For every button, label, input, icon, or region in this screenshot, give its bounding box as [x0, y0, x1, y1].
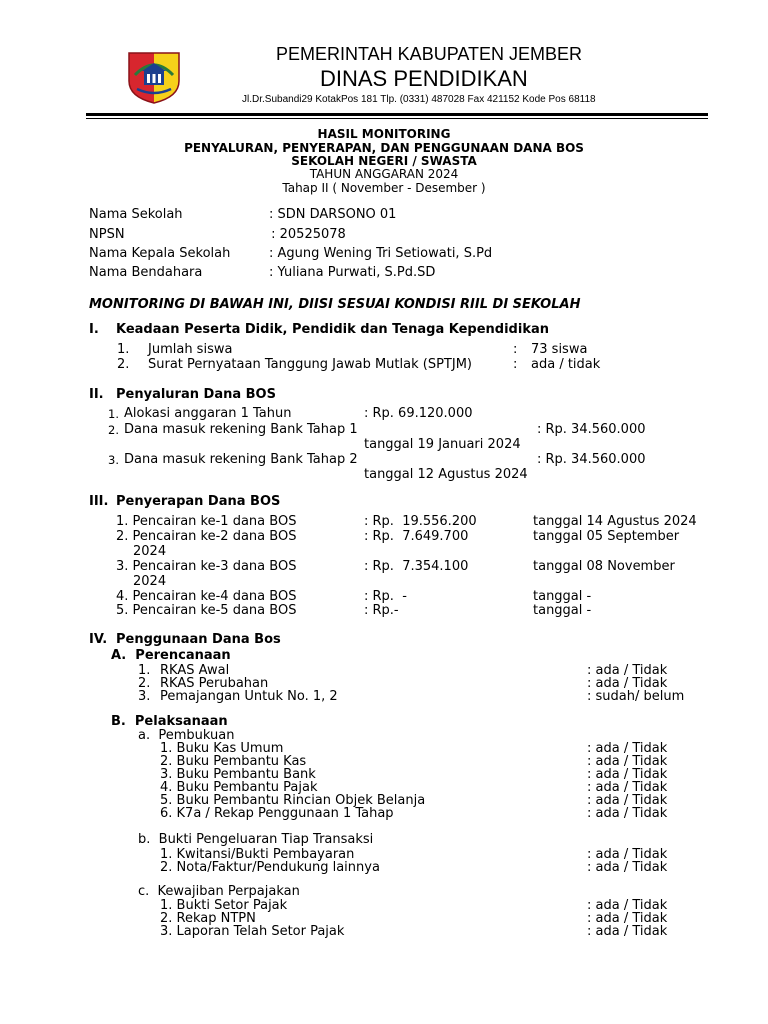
- jember-regency-logo-icon: [125, 47, 183, 105]
- sec3-row4-date: tanggal -: [533, 589, 592, 604]
- identity-treasurer-value: : Yuliana Purwati, S.Pd.SD: [269, 265, 436, 280]
- sec3-number: III.: [89, 494, 109, 509]
- sec2-number: II.: [89, 387, 104, 402]
- sec4-b-b-item1-value: : ada / Tidak: [587, 847, 668, 862]
- sec3-row1-label: 1. Pencairan ke-1 dana BOS: [116, 514, 297, 529]
- sec4-a-item2-value: : ada / Tidak: [587, 676, 668, 691]
- sec3-row3-date: tanggal 08 November: [533, 559, 675, 574]
- sec3-row2-label: 2. Pencairan ke-2 dana BOS: [116, 529, 297, 544]
- sec4-b-a-item6-label: 6. K7a / Rekap Penggunaan 1 Tahap: [160, 806, 394, 821]
- sec4-b-title: B. Pelaksanaan: [111, 714, 228, 729]
- sec1-item2-num: 2.: [117, 357, 130, 372]
- sec4-b-a-item5-label: 5. Buku Pembantu Rincian Objek Belanja: [160, 793, 426, 808]
- sec2-item3-date: tanggal 12 Agustus 2024: [364, 467, 528, 482]
- title-line1: HASIL MONITORING: [317, 127, 451, 141]
- sec4-a-title: A. Perencanaan: [111, 648, 231, 663]
- identity-principal-label: Nama Kepala Sekolah: [89, 246, 231, 261]
- identity-principal-value: : Agung Wening Tri Setiowati, S.Pd: [269, 246, 493, 261]
- identity-school-value: : SDN DARSONO 01: [269, 207, 397, 222]
- sec2-item2-label: Dana masuk rekening Bank Tahap 1: [124, 422, 358, 437]
- sec4-a-item1-label: RKAS Awal: [160, 663, 230, 678]
- sec2-item1-value: : Rp. 69.120.000: [364, 406, 473, 421]
- sec3-row2-date: tanggal 05 September: [533, 529, 680, 544]
- sec2-item3-value: : Rp. 34.560.000: [537, 452, 646, 467]
- sec4-b-a-item4-label: 4. Buku Pembantu Pajak: [160, 780, 318, 795]
- sec3-row5-amount: : Rp.-: [364, 603, 399, 618]
- monitoring-note: MONITORING DI BAWAH INI, DIISI SESUAI KONDISI RIIL DI SEKOLAH: [89, 297, 581, 312]
- sec4-b-c-item2-value: : ada / Tidak: [587, 911, 668, 926]
- sec4-b-a-item2-value: : ada / Tidak: [587, 754, 668, 769]
- sec3-row1-amount: : Rp. 19.556.200: [364, 514, 477, 529]
- identity-npsn-label: NPSN: [89, 227, 125, 242]
- sec4-b-c-item2-label: 2. Rekap NTPN: [160, 911, 256, 926]
- sec2-item3-label: Dana masuk rekening Bank Tahap 2: [124, 452, 358, 467]
- sec4-a-item2-label: RKAS Perubahan: [160, 676, 269, 691]
- sec4-b-a-item1-value: : ada / Tidak: [587, 741, 668, 756]
- sec2-item2-date: tanggal 19 Januari 2024: [364, 437, 521, 452]
- sec3-row3-amount: : Rp. 7.354.100: [364, 559, 469, 574]
- title-line2: PENYALURAN, PENYERAPAN, DAN PENGGUNAAN DANA BOS: [184, 141, 584, 155]
- sec2-item2-value: : Rp. 34.560.000: [537, 422, 646, 437]
- sec1-item1-label: Jumlah siswa: [148, 342, 233, 357]
- sec3-row3-wrap: 2024: [133, 574, 167, 589]
- sec4-b-a-item1-label: 1. Buku Kas Umum: [160, 741, 284, 756]
- sec4-b-group-a-title: a. Pembukuan: [138, 728, 235, 743]
- sec4-b-b-item2-label: 2. Nota/Faktur/Pendukung lainnya: [160, 860, 380, 875]
- sec3-row3-label: 3. Pencairan ke-3 dana BOS: [116, 559, 297, 574]
- sec3-row1-date: tanggal 14 Agustus 2024: [533, 514, 697, 529]
- sec2-item3-num: 3.: [108, 453, 119, 467]
- sec3-title: Penyerapan Dana BOS: [116, 494, 281, 509]
- sec1-number: I.: [89, 322, 99, 337]
- sec4-b-b-item1-label: 1. Kwitansi/Bukti Pembayaran: [160, 847, 355, 862]
- title-line3: SEKOLAH NEGERI / SWASTA: [291, 154, 477, 168]
- sec4-b-a-item6-value: : ada / Tidak: [587, 806, 668, 821]
- sec3-row5-date: tanggal -: [533, 603, 592, 618]
- sec4-b-c-item3-label: 3. Laporan Telah Setor Pajak: [160, 924, 345, 939]
- letterhead-rule-thin: [86, 118, 708, 119]
- sec4-b-a-item2-label: 2. Buku Pembantu Kas: [160, 754, 307, 769]
- sec4-b-a-item3-value: : ada / Tidak: [587, 767, 668, 782]
- sec1-title: Keadaan Peserta Didik, Pendidik dan Tenaga Kependidikan: [116, 322, 549, 337]
- sec4-a-item1-value: : ada / Tidak: [587, 663, 668, 678]
- title-line4: TAHUN ANGGARAN 2024: [309, 167, 459, 181]
- title-line5: Tahap II ( November - Desember ): [282, 181, 486, 195]
- sec4-b-c-item3-value: : ada / Tidak: [587, 924, 668, 939]
- sec4-b-a-item4-value: : ada / Tidak: [587, 780, 668, 795]
- sec4-number: IV.: [89, 632, 108, 647]
- sec3-row2-amount: : Rp. 7.649.700: [364, 529, 469, 544]
- sec4-a-item3-value: : sudah/ belum: [587, 689, 685, 704]
- sec2-title: Penyaluran Dana BOS: [116, 387, 276, 402]
- identity-treasurer-label: Nama Bendahara: [89, 265, 203, 280]
- letterhead-line1: PEMERINTAH KABUPATEN JEMBER: [276, 44, 583, 64]
- sec3-row4-amount: : Rp. -: [364, 589, 407, 604]
- letterhead-line2: DINAS PENDIDIKAN: [320, 66, 528, 91]
- letterhead-address: Jl.Dr.Subandi29 KotakPos 181 Tlp. (0331) 487028 Fax 421152 Kode Pos 68118: [242, 94, 596, 105]
- sec4-title: Penggunaan Dana Bos: [116, 632, 281, 647]
- sec4-b-a-item3-label: 3. Buku Pembantu Bank: [160, 767, 316, 782]
- sec2-item1-num: 1.: [108, 407, 119, 421]
- sec1-item2-colon: :: [513, 357, 518, 372]
- sec4-a-item3-num: 3.: [138, 689, 151, 704]
- sec2-item1-label: Alokasi anggaran 1 Tahun: [124, 406, 292, 421]
- sec1-item1-num: 1.: [117, 342, 130, 357]
- sec4-a-item2-num: 2.: [138, 676, 151, 691]
- sec4-b-c-item1-label: 1. Bukti Setor Pajak: [160, 898, 288, 913]
- sec3-row4-label: 4. Pencairan ke-4 dana BOS: [116, 589, 297, 604]
- sec3-row2-wrap: 2024: [133, 544, 167, 559]
- sec1-item2-label: Surat Pernyataan Tanggung Jawab Mutlak (SPTJM): [148, 357, 472, 372]
- sec3-row5-label: 5. Pencairan ke-5 dana BOS: [116, 603, 297, 618]
- sec4-b-group-b-title: b. Bukti Pengeluaran Tiap Transaksi: [138, 832, 374, 847]
- sec4-b-c-item1-value: : ada / Tidak: [587, 898, 668, 913]
- identity-npsn-value: : 20525078: [267, 227, 346, 242]
- letterhead-rule-thick: [86, 113, 708, 116]
- sec1-item1-value: 73 siswa: [531, 342, 588, 357]
- sec4-b-b-item2-value: : ada / Tidak: [587, 860, 668, 875]
- sec2-item2-num: 2.: [108, 423, 119, 437]
- sec1-item1-colon: :: [513, 342, 518, 357]
- sec1-item2-value: ada / tidak: [531, 357, 601, 372]
- sec4-a-item3-label: Pemajangan Untuk No. 1, 2: [160, 689, 338, 704]
- sec4-b-group-c-title: c. Kewajiban Perpajakan: [138, 884, 300, 899]
- sec4-a-item1-num: 1.: [138, 663, 151, 678]
- sec4-b-a-item5-value: : ada / Tidak: [587, 793, 668, 808]
- identity-school-label: Nama Sekolah: [89, 207, 183, 222]
